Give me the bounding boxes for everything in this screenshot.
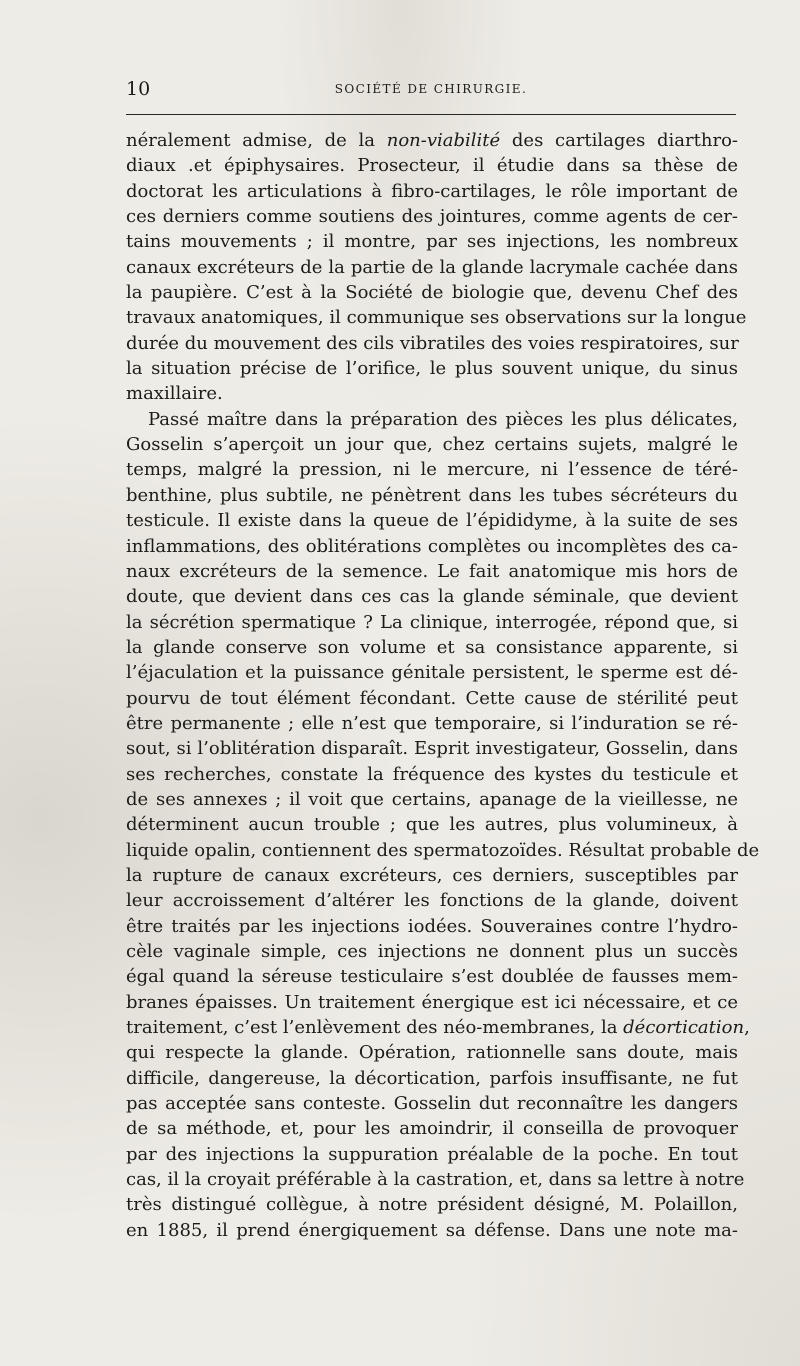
body-text bbox=[126, 128, 760, 1243]
text-run: des cartilages diarthro- bbox=[500, 130, 738, 151]
text-line bbox=[126, 483, 738, 508]
text-run: sout, si l’oblitération disparaît. Esprit investigateur, Gosselin, dans bbox=[126, 738, 738, 760]
text-line bbox=[126, 457, 738, 482]
text-line bbox=[126, 863, 738, 888]
text-line bbox=[126, 990, 738, 1015]
text-line bbox=[126, 1142, 738, 1167]
text-line bbox=[126, 635, 738, 660]
text-line bbox=[126, 280, 738, 305]
text-line bbox=[126, 153, 738, 178]
text-line bbox=[126, 508, 738, 533]
text-run: , bbox=[744, 1017, 750, 1039]
text-line bbox=[126, 128, 738, 153]
text-run: égal quand la séreuse testiculaire s’est doublée de fausses mem- bbox=[126, 966, 738, 988]
italic-term: non-viabilité bbox=[386, 130, 501, 151]
text-line bbox=[126, 686, 738, 711]
text-line bbox=[126, 179, 738, 204]
text-run: temps, malgré la pression, ni le mercure, ni l’essence de téré- bbox=[126, 459, 738, 481]
text-line bbox=[126, 229, 738, 254]
italic-term: décortication bbox=[623, 1017, 745, 1039]
text-run: par des injections la suppuration préalable de la poche. En tout bbox=[126, 1143, 738, 1165]
text-run: diaux .et épiphysaires. Prosecteur, il étudie dans sa thèse de bbox=[126, 155, 738, 177]
text-line bbox=[126, 381, 738, 406]
text-run: être permanente ; elle n’est que temporaire, si l’induration se ré- bbox=[126, 712, 738, 734]
text-line bbox=[126, 939, 738, 964]
text-run: liquide opalin, contiennent des spermatozoïdes. Résultat probable de bbox=[126, 839, 760, 861]
text-line bbox=[126, 204, 738, 229]
text-line bbox=[126, 584, 738, 609]
text-run: cas, il la croyait préférable à la castration, et, dans sa lettre à notre bbox=[126, 1169, 745, 1191]
text-run: pourvu de tout élément fécondant. Cette cause de stérilité peut bbox=[126, 687, 738, 709]
text-line bbox=[126, 660, 738, 685]
text-run: doute, que devient dans ces cas la glande séminale, que devient bbox=[126, 586, 738, 608]
text-run: ces derniers comme soutiens des jointures, comme agents de cer- bbox=[126, 206, 738, 228]
text-run: de sa méthode, et, pour les amoindrir, il conseilla de provoquer bbox=[126, 1118, 738, 1140]
text-line bbox=[126, 331, 738, 356]
text-line bbox=[126, 838, 760, 863]
text-run: branes épaisses. Un traitement énergique est ici nécessaire, et ce bbox=[126, 991, 738, 1013]
text-run: naux excréteurs de la semence. Le fait anatomique mis hors de bbox=[126, 560, 738, 582]
text-line bbox=[126, 534, 738, 559]
text-line bbox=[126, 812, 738, 837]
text-run: la situation précise de l’orifice, le plus souvent unique, du sinus bbox=[126, 358, 738, 380]
text-run: traitement, c’est l’enlèvement des néo-membranes, la bbox=[126, 1017, 624, 1039]
running-title: SOCIÉTÉ DE CHIRURGIE. bbox=[334, 82, 528, 96]
text-line bbox=[126, 736, 738, 761]
text-line bbox=[126, 964, 738, 989]
running-head bbox=[126, 76, 736, 102]
text-run: leur accroissement d’altérer les fonctions de la glande, doivent bbox=[126, 890, 738, 912]
text-run: cèle vaginale simple, ces injections ne donnent plus un succès bbox=[126, 941, 738, 962]
text-run: Gosselin s’aperçoit un jour que, chez certains sujets, malgré le bbox=[126, 434, 738, 456]
text-line bbox=[126, 914, 738, 939]
text-run: tains mouvements ; il montre, par ses injections, les nombreux bbox=[126, 231, 738, 253]
text-run: l’éjaculation et la puissance génitale persistent, le sperme est dé- bbox=[126, 662, 738, 684]
text-run: être traités par les injections iodées. Souveraines contre l’hydro- bbox=[126, 915, 738, 937]
text-run: en 1885, il prend énergiquement sa défense. Dans une note ma- bbox=[126, 1219, 738, 1241]
text-run: de ses annexes ; il voit que certains, apanage de la vieillesse, ne bbox=[126, 788, 738, 810]
page-number: 10 bbox=[126, 78, 151, 100]
text-line bbox=[126, 432, 738, 457]
text-run: très distingué collègue, à notre président désigné, M. Polaillon, bbox=[126, 1194, 738, 1216]
text-line bbox=[126, 1040, 738, 1065]
text-run: inflammations, des oblitérations complètes ou incomplètes des ca- bbox=[126, 535, 738, 557]
text-run: maxillaire. bbox=[126, 383, 223, 405]
text-run: doctorat les articulations à fibro-cartilages, le rôle important de bbox=[126, 180, 738, 202]
text-run: Passé maître dans la préparation des pièces les plus délicates, bbox=[148, 408, 738, 430]
text-line bbox=[126, 787, 738, 812]
text-line bbox=[126, 762, 738, 787]
text-line bbox=[126, 888, 738, 913]
text-run: qui respecte la glande. Opération, rationnelle sans doute, mais bbox=[126, 1042, 738, 1064]
text-run: la glande conserve son volume et sa consistance apparente, si bbox=[126, 636, 738, 658]
text-line bbox=[126, 1066, 738, 1091]
text-run: benthine, plus subtile, ne pénètrent dans les tubes sécréteurs du bbox=[126, 484, 738, 506]
text-run: durée du mouvement des cils vibratiles des voies respiratoires, sur bbox=[126, 332, 739, 354]
text-run: difficile, dangereuse, la décortication, parfois insuffisante, ne fut bbox=[126, 1067, 738, 1089]
text-run: déterminent aucun trouble ; que les autres, plus volumineux, à bbox=[126, 814, 738, 836]
text-line bbox=[126, 407, 738, 432]
text-run: pas acceptée sans conteste. Gosselin dut reconnaître les dangers bbox=[126, 1093, 738, 1115]
text-run: canaux excréteurs de la partie de la glande lacrymale cachée dans bbox=[126, 256, 738, 278]
text-run: la rupture de canaux excréteurs, ces derniers, susceptibles par bbox=[126, 864, 738, 886]
text-run: néralement admise, de la bbox=[126, 130, 387, 151]
text-line bbox=[126, 1091, 738, 1116]
text-line bbox=[126, 255, 738, 280]
text-line bbox=[126, 559, 738, 584]
text-line bbox=[126, 610, 738, 635]
text-run: la sécrétion spermatique ? La clinique, interrogée, répond que, si bbox=[126, 611, 738, 633]
text-line bbox=[126, 711, 738, 736]
header-rule bbox=[126, 114, 736, 115]
text-line bbox=[126, 305, 747, 330]
text-run: travaux anatomiques, il communique ses observations sur la longue bbox=[126, 307, 747, 329]
text-line bbox=[126, 1218, 738, 1243]
text-line bbox=[126, 1192, 738, 1217]
text-run: la paupière. C’est à la Société de biologie que, devenu Chef des bbox=[126, 282, 738, 304]
text-run: testicule. Il existe dans la queue de l’épididyme, à la suite de ses bbox=[126, 510, 738, 532]
text-line bbox=[126, 1015, 750, 1040]
text-line bbox=[126, 1167, 745, 1192]
text-run: ses recherches, constate la fréquence des kystes du testicule et bbox=[126, 763, 738, 785]
text-line bbox=[126, 356, 738, 381]
text-line bbox=[126, 1116, 738, 1141]
